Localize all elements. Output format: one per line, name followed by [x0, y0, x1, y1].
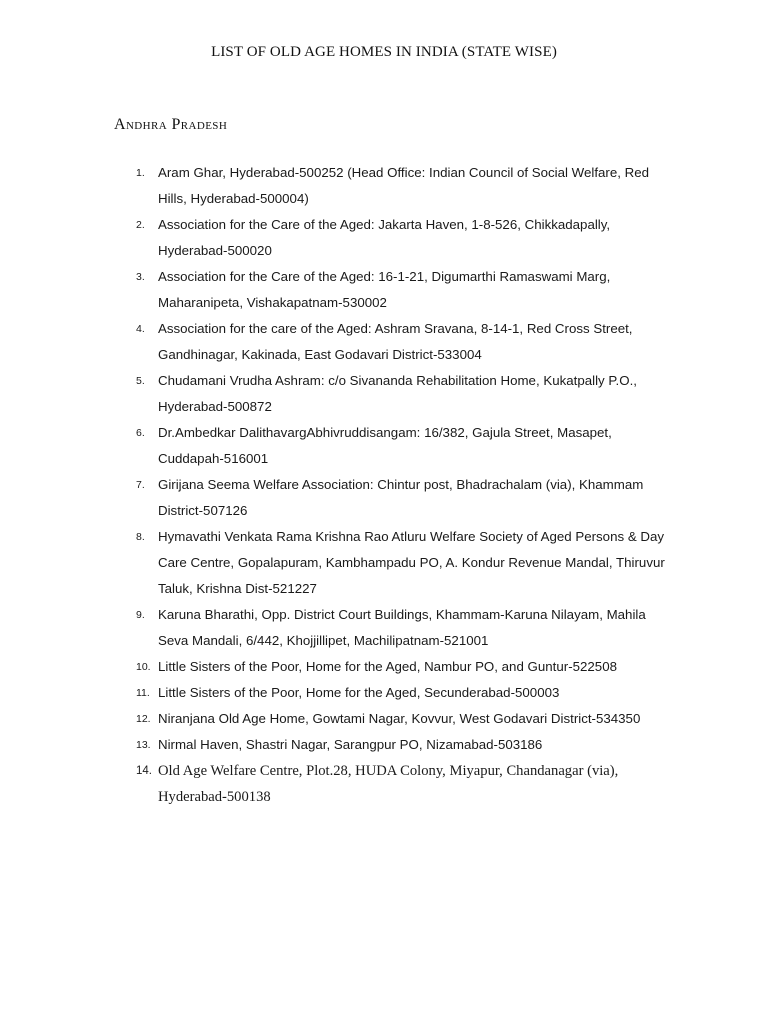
list-item — [114, 368, 674, 420]
list-item-number: 8. — [136, 531, 145, 543]
document-title: LIST OF OLD AGE HOMES IN INDIA (STATE WISE) — [211, 44, 557, 60]
list-item-text: Nirmal Haven, Shastri Nagar, Sarangpur PO, Nizamabad-503186 — [158, 737, 543, 752]
list-item-number: 6. — [136, 427, 145, 439]
list-item-text: Old Age Welfare Centre, Plot.28, HUDA Colony, Miyapur, Chandanagar (via), Hyderabad-500138 — [158, 763, 619, 805]
list-item-text: Aram Ghar, Hyderabad-500252 (Head Office: Indian Council of Social Welfare, Red Hills, Hyderabad-500004) — [158, 165, 650, 206]
list-item-text: Hymavathi Venkata Rama Krishna Rao Atluru Welfare Society of Aged Persons & Day Care Centre, Gopalapuram, Kambhampadu PO, A. Kondur Revenue Mandal, Thiruvur Taluk, Krishna Dist-521227 — [158, 529, 665, 596]
list-item — [114, 264, 674, 316]
list-item — [114, 758, 674, 810]
list-item-text: Girijana Seema Welfare Association: Chintur post, Bhadrachalam (via), Khammam District-507126 — [158, 477, 644, 518]
list-item-number: 9. — [136, 609, 145, 621]
list-item — [114, 680, 674, 706]
list-item — [114, 472, 674, 524]
list-item — [114, 706, 674, 732]
list-item — [114, 420, 674, 472]
list-item-number: 1. — [136, 167, 145, 179]
list-item — [114, 160, 674, 212]
list-item-text: Niranjana Old Age Home, Gowtami Nagar, Kovvur, West Godavari District-534350 — [158, 711, 641, 726]
list-item — [114, 732, 674, 758]
list-item-text: Little Sisters of the Poor, Home for the Aged, Nambur PO, and Guntur-522508 — [158, 659, 617, 674]
list-item-text: Association for the Care of the Aged: 16-1-21, Digumarthi Ramaswami Marg, Maharanipeta, Vishakapatnam-530002 — [158, 269, 611, 310]
list-item-number: 3. — [136, 271, 145, 283]
list-item-number: 14. — [136, 765, 152, 777]
list-item-text: Association for the care of the Aged: Ashram Sravana, 8-14-1, Red Cross Street, Gandhinagar, Kakinada, East Godavari District-533004 — [158, 321, 633, 362]
list-item-number: 4. — [136, 323, 145, 335]
list-item — [114, 212, 674, 264]
list-item-text: Dr.Ambedkar DalithavargAbhivruddisangam: 16/382, Gajula Street, Masapet, Cuddapah-516001 — [158, 425, 612, 466]
list-item-number: 10. — [136, 661, 151, 673]
list-item — [114, 602, 674, 654]
list-item-number: 11. — [136, 687, 150, 699]
list-item-number: 5. — [136, 375, 145, 387]
section-heading: Andhra Pradesh — [114, 116, 228, 133]
list-item-number: 12. — [136, 713, 151, 725]
list-item — [114, 524, 674, 602]
list-item-text: Little Sisters of the Poor, Home for the Aged, Secunderabad-500003 — [158, 685, 560, 700]
old-age-home-list — [114, 160, 674, 810]
list-item — [114, 316, 674, 368]
list-item-number: 2. — [136, 219, 145, 231]
list-item-number: 7. — [136, 479, 145, 491]
list-item — [114, 654, 674, 680]
list-item-number: 13. — [136, 739, 151, 751]
list-item-text: Association for the Care of the Aged: Jakarta Haven, 1-8-526, Chikkadapally, Hyderabad-500020 — [158, 217, 611, 258]
list-item-text: Karuna Bharathi, Opp. District Court Buildings, Khammam-Karuna Nilayam, Mahila Seva Mandali, 6/442, Khojjillipet, Machilipatnam-521001 — [158, 607, 646, 648]
list-item-text: Chudamani Vrudha Ashram: c/o Sivananda Rehabilitation Home, Kukatpally P.O., Hyderabad-500872 — [158, 373, 637, 414]
